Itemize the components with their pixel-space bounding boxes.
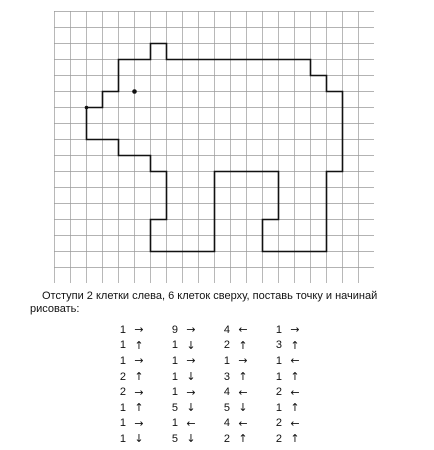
step-count: 2 xyxy=(275,386,282,399)
step-row xyxy=(112,369,322,385)
arrow-right-icon: → xyxy=(134,385,144,399)
arrow-up-icon: ↑ xyxy=(134,370,144,384)
arrow-down-icon: ↓ xyxy=(186,401,196,415)
step-count: 1 xyxy=(171,370,178,383)
arrow-left-icon: ← xyxy=(290,416,300,430)
step-count: 4 xyxy=(223,386,230,399)
arrow-right-icon: → xyxy=(238,354,248,368)
step-cell xyxy=(164,354,216,367)
step-count: 5 xyxy=(171,401,178,414)
step-count: 2 xyxy=(275,417,282,430)
arrow-right-icon: → xyxy=(134,323,144,337)
arrow-up-icon: ↑ xyxy=(290,401,300,415)
step-cell xyxy=(268,339,320,352)
arrow-up-icon: ↑ xyxy=(238,338,248,352)
step-cell xyxy=(216,370,268,383)
step-count: 4 xyxy=(223,323,230,336)
arrow-up-icon: ↑ xyxy=(290,432,300,446)
arrow-up-icon: ↑ xyxy=(134,401,144,415)
step-cell xyxy=(216,354,268,367)
arrow-right-icon: → xyxy=(186,323,196,337)
step-count: 1 xyxy=(119,401,126,414)
step-count: 2 xyxy=(223,432,230,445)
step-cell xyxy=(112,323,164,336)
start-point xyxy=(85,106,89,110)
step-cell xyxy=(216,401,268,414)
instruction-text: Отступи 2 клетки слева, 6 клеток сверху, поставь точку и начинай рисовать: xyxy=(30,290,378,315)
arrow-right-icon: → xyxy=(134,354,144,368)
step-row xyxy=(112,322,322,338)
step-cell xyxy=(268,401,320,414)
step-cell xyxy=(164,386,216,399)
arrow-up-icon: ↑ xyxy=(290,370,300,384)
arrow-down-icon: ↓ xyxy=(238,401,248,415)
step-cell xyxy=(112,339,164,352)
step-cell xyxy=(216,386,268,399)
step-cell xyxy=(268,370,320,383)
step-row xyxy=(112,416,322,432)
eye-dot xyxy=(132,89,137,94)
step-count: 5 xyxy=(171,432,178,445)
arrow-up-icon: ↑ xyxy=(238,432,248,446)
step-row xyxy=(112,353,322,369)
step-count: 1 xyxy=(119,339,126,352)
step-count: 3 xyxy=(223,370,230,383)
step-count: 1 xyxy=(275,401,282,414)
step-cell xyxy=(268,354,320,367)
arrow-right-icon: → xyxy=(290,323,300,337)
step-cell xyxy=(268,417,320,430)
step-row xyxy=(112,338,322,354)
step-count: 1 xyxy=(119,323,126,336)
step-count: 3 xyxy=(275,339,282,352)
step-count: 2 xyxy=(223,339,230,352)
arrow-up-icon: ↑ xyxy=(134,338,144,352)
step-cell xyxy=(268,432,320,445)
grid-svg xyxy=(54,11,374,283)
step-cell xyxy=(268,323,320,336)
arrow-down-icon: ↓ xyxy=(186,432,196,446)
step-count: 1 xyxy=(119,432,126,445)
steps-table xyxy=(112,322,322,447)
step-count: 1 xyxy=(275,323,282,336)
step-cell xyxy=(112,386,164,399)
arrow-right-icon: → xyxy=(186,354,196,368)
step-cell xyxy=(112,401,164,414)
step-cell xyxy=(216,323,268,336)
step-cell xyxy=(216,432,268,445)
step-count: 1 xyxy=(275,354,282,367)
step-count: 1 xyxy=(171,417,178,430)
arrow-down-icon: ↓ xyxy=(186,370,196,384)
step-count: 9 xyxy=(171,323,178,336)
arrow-left-icon: ← xyxy=(290,385,300,399)
step-count: 1 xyxy=(171,339,178,352)
arrow-left-icon: ← xyxy=(238,416,248,430)
arrow-up-icon: ↑ xyxy=(290,338,300,352)
step-cell xyxy=(164,417,216,430)
arrow-left-icon: ← xyxy=(238,385,248,399)
step-cell xyxy=(216,339,268,352)
step-count: 4 xyxy=(223,417,230,430)
step-count: 5 xyxy=(223,401,230,414)
step-cell xyxy=(112,417,164,430)
arrow-left-icon: ← xyxy=(290,354,300,368)
grid-worksheet xyxy=(54,11,374,283)
arrow-right-icon: → xyxy=(134,416,144,430)
step-count: 1 xyxy=(223,354,230,367)
step-cell xyxy=(164,323,216,336)
arrow-down-icon: ↓ xyxy=(134,432,144,446)
step-count: 1 xyxy=(171,386,178,399)
step-cell xyxy=(268,386,320,399)
step-count: 1 xyxy=(275,370,282,383)
arrow-right-icon: → xyxy=(186,385,196,399)
step-cell xyxy=(112,370,164,383)
step-cell xyxy=(164,370,216,383)
arrow-up-icon: ↑ xyxy=(238,370,248,384)
step-row xyxy=(112,400,322,416)
step-cell xyxy=(112,354,164,367)
step-count: 2 xyxy=(119,370,126,383)
step-cell xyxy=(164,432,216,445)
step-cell xyxy=(216,417,268,430)
step-count: 2 xyxy=(275,432,282,445)
step-cell xyxy=(164,401,216,414)
step-row xyxy=(112,384,322,400)
arrow-left-icon: ← xyxy=(238,323,248,337)
step-count: 1 xyxy=(119,354,126,367)
step-cell xyxy=(164,339,216,352)
step-count: 1 xyxy=(171,354,178,367)
arrow-down-icon: ↓ xyxy=(186,338,196,352)
step-row xyxy=(112,431,322,447)
step-cell xyxy=(112,432,164,445)
arrow-left-icon: ← xyxy=(186,416,196,430)
step-count: 2 xyxy=(119,386,126,399)
step-count: 1 xyxy=(119,417,126,430)
